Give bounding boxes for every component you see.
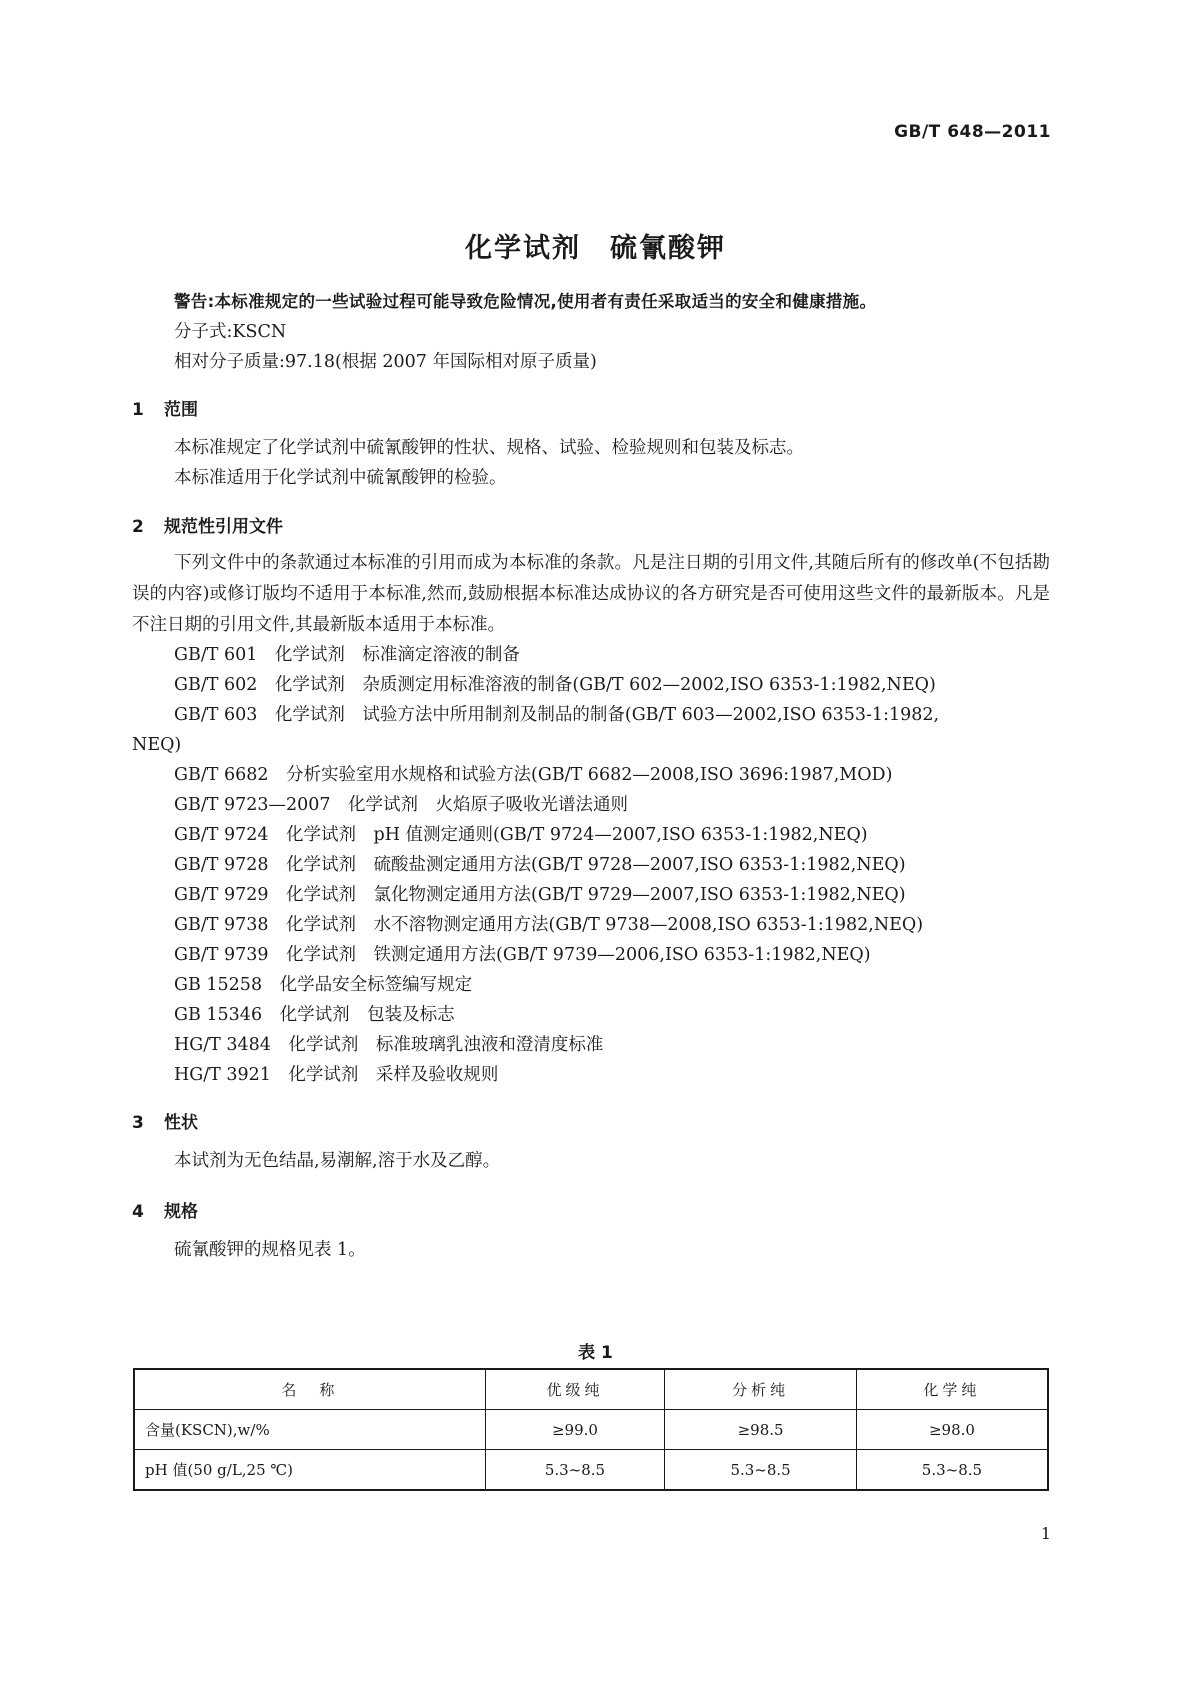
table-header-row [134, 1369, 1048, 1410]
table-cell: 含量(KSCN),w/% [134, 1410, 485, 1450]
section-number: 3 [132, 1113, 144, 1133]
column-header-chemically-pure: 化学纯 [856, 1369, 1048, 1410]
section-heading-specifications [132, 1197, 198, 1222]
scope-line: 本标准适用于化学试剂中硫氰酸钾的检验。 [174, 468, 507, 488]
reference-item: HG/T 3484 化学试剂 标准玻璃乳浊液和澄清度标准 [174, 1035, 604, 1055]
section-number: 1 [132, 400, 144, 420]
molecular-mass: 相对分子质量:97.18(根据 2007 年国际相对原子质量) [174, 352, 597, 372]
safety-warning: 警告:本标准规定的一些试验过程可能导致危险情况,使用者有责任采取适当的安全和健康措施。 [174, 292, 877, 311]
normative-intro-paragraph: 下列文件中的条款通过本标准的引用而成为本标准的条款。凡是注日期的引用文件,其随后所有的修改单(不包括勘误的内容)或修订版均不适用于本标准,然而,鼓励根据本标准达成协议的各方研究是否可使用这些文件的最新版本。凡是不注日期的引用文件,其最新版本适用于本标准。 [132, 553, 1050, 635]
molecular-formula: 分子式:KSCN [174, 322, 287, 342]
table-cell: ≥98.0 [856, 1410, 1048, 1450]
table-row [134, 1450, 1048, 1491]
specification-table [133, 1368, 1049, 1491]
reference-item: GB/T 6682 分析实验室用水规格和试验方法(GB/T 6682—2008,ISO 3696:1987,MOD) [174, 765, 893, 785]
section-number: 2 [132, 517, 144, 537]
section-heading-properties [132, 1108, 198, 1133]
reference-item: GB/T 602 化学试剂 杂质测定用标准溶液的制备(GB/T 602—2002,ISO 6353-1:1982,NEQ) [174, 675, 936, 695]
reference-item: GB/T 9729 化学试剂 氯化物测定通用方法(GB/T 9729—2007,ISO 6353-1:1982,NEQ) [174, 885, 906, 905]
document-title: 化学试剂 硫氰酸钾 [465, 233, 726, 264]
reference-item: GB/T 601 化学试剂 标准滴定溶液的制备 [174, 645, 520, 665]
reference-item: GB 15258 化学品安全标签编写规定 [174, 975, 473, 995]
table-cell: 5.3~8.5 [485, 1450, 665, 1491]
reference-item: GB/T 603 化学试剂 试验方法中所用制剂及制品的制备(GB/T 603—2002,ISO 6353-1:1982, [174, 705, 940, 725]
scope-line: 本标准规定了化学试剂中硫氰酸钾的性状、规格、试验、检验规则和包装及标志。 [174, 438, 804, 458]
reference-item: GB/T 9739 化学试剂 铁测定通用方法(GB/T 9739—2006,ISO 6353-1:1982,NEQ) [174, 945, 871, 965]
column-header-analytical-reagent: 分析纯 [665, 1369, 857, 1410]
reference-item: GB/T 9723—2007 化学试剂 火焰原子吸收光谱法通则 [174, 795, 629, 815]
section-heading-normative-references [132, 512, 283, 537]
page-number: 1 [1040, 1524, 1051, 1543]
table-cell: ≥99.0 [485, 1410, 665, 1450]
table-row [134, 1410, 1048, 1450]
section-title: 范围 [164, 400, 198, 420]
table-cell: ≥98.5 [665, 1410, 857, 1450]
section-number: 4 [132, 1202, 144, 1222]
spec-intro: 硫氰酸钾的规格见表 1。 [174, 1240, 366, 1260]
properties-text: 本试剂为无色结晶,易潮解,溶于水及乙醇。 [174, 1151, 501, 1171]
reference-item: GB/T 9738 化学试剂 水不溶物测定通用方法(GB/T 9738—2008,ISO 6353-1:1982,NEQ) [174, 915, 924, 935]
reference-item: HG/T 3921 化学试剂 采样及验收规则 [174, 1065, 499, 1085]
section-title: 规范性引用文件 [164, 517, 283, 537]
table-cell: 5.3~8.5 [856, 1450, 1048, 1491]
section-heading-scope [132, 395, 198, 420]
reference-item-continuation: NEQ) [132, 735, 182, 755]
table-cell: 5.3~8.5 [665, 1450, 857, 1491]
standard-number: GB/T 648—2011 [894, 122, 1051, 142]
table-cell: pH 值(50 g/L,25 ℃) [134, 1450, 485, 1491]
column-header-name: 名 称 [134, 1369, 485, 1410]
column-header-guaranteed-reagent: 优级纯 [485, 1369, 665, 1410]
reference-item: GB 15346 化学试剂 包装及标志 [174, 1005, 455, 1025]
table-caption: 表 1 [578, 1343, 613, 1363]
section-title: 规格 [164, 1202, 198, 1222]
reference-item: GB/T 9724 化学试剂 pH 值测定通则(GB/T 9724—2007,ISO 6353-1:1982,NEQ) [174, 825, 868, 845]
reference-item: GB/T 9728 化学试剂 硫酸盐测定通用方法(GB/T 9728—2007,ISO 6353-1:1982,NEQ) [174, 855, 906, 875]
section-title: 性状 [164, 1113, 198, 1133]
